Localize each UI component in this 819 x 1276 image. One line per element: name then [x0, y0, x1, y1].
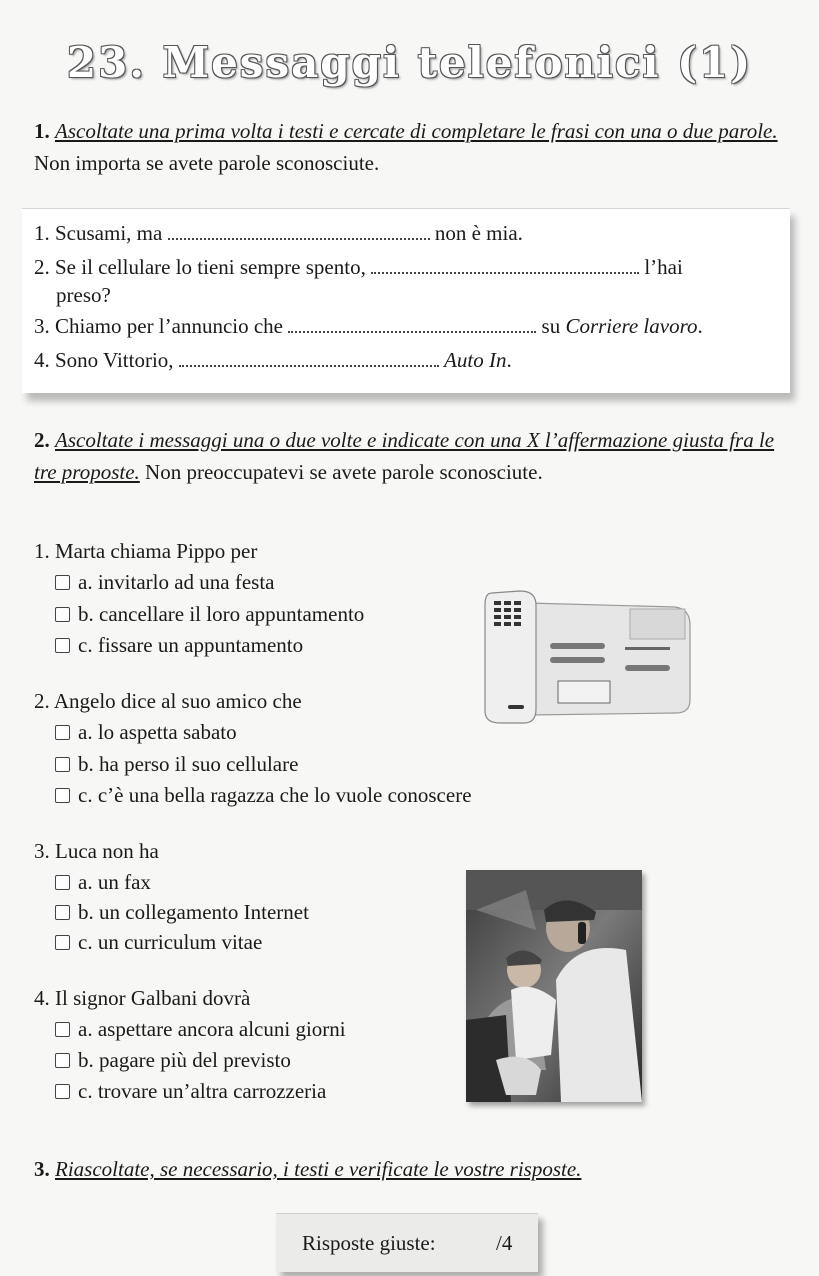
fill-item-4: 4. Sono Vittorio, Auto In. — [34, 348, 512, 372]
section1-instruction-underlined: Ascoltate una prima volta i testi e cercate di completare le frasi con una o due parole. — [55, 119, 778, 143]
question-3-option-a[interactable]: a. un fax — [55, 867, 151, 897]
fill-item-2: 2. Se il cellulare lo tieni sempre spento, l’hai — [34, 255, 683, 279]
question-1-option-a[interactable]: a. invitarlo ad una festa — [55, 567, 275, 597]
score-box — [276, 1213, 538, 1272]
section2-instruction — [34, 424, 794, 488]
question-4-option-a[interactable]: a. aspettare ancora alcuni giorni — [55, 1014, 346, 1044]
section3-instruction — [34, 1153, 794, 1185]
score-label: Risposte giuste: — [302, 1231, 436, 1255]
fill-item-3: 3. Chiamo per l’annuncio che su Corriere lavoro. — [34, 314, 703, 338]
section3-number: 3. — [34, 1157, 50, 1181]
section1-instruction-rest: Non importa se avete parole sconosciute. — [34, 151, 380, 175]
page-title: 23. Messaggi telefonici (1) — [66, 38, 753, 87]
question-2-stem: 2. Angelo dice al suo amico che — [34, 689, 302, 713]
question-2-option-c[interactable]: c. c’è una bella ragazza che lo vuole conoscere — [55, 780, 472, 810]
blank-1[interactable] — [168, 220, 430, 240]
section2-instruction-underlined: Ascoltate i messaggi una o due volte e indicate con una X l’affermazione giusta fra le tre proposte. — [34, 428, 775, 484]
checkbox[interactable] — [55, 1084, 70, 1099]
fill-item-1: 1. Scusami, ma non è mia. — [34, 221, 523, 245]
section1-number: 1. — [34, 119, 50, 143]
checkbox[interactable] — [55, 788, 70, 803]
checkbox[interactable] — [55, 1053, 70, 1068]
checkbox[interactable] — [55, 1022, 70, 1037]
man-on-phone-photo — [466, 870, 642, 1102]
section3-instruction-underlined: Riascoltate, se necessario, i testi e verificate le vostre risposte. — [55, 1157, 582, 1181]
question-1-option-b[interactable]: b. cancellare il loro appuntamento — [55, 599, 364, 629]
question-3-option-b[interactable]: b. un collegamento Internet — [55, 897, 309, 927]
checkbox[interactable] — [55, 725, 70, 740]
question-4-option-c[interactable]: c. trovare un’altra carrozzeria — [55, 1076, 326, 1106]
checkbox[interactable] — [55, 575, 70, 590]
fill-item-2-cont: preso? — [56, 283, 111, 307]
question-1-stem: 1. Marta chiama Pippo per — [34, 539, 258, 563]
checkbox[interactable] — [55, 638, 70, 653]
checkbox[interactable] — [55, 875, 70, 890]
checkbox[interactable] — [55, 935, 70, 950]
checkbox[interactable] — [55, 607, 70, 622]
fax-phone-illustration — [480, 585, 695, 725]
question-2-option-a[interactable]: a. lo aspetta sabato — [55, 717, 237, 747]
blank-4[interactable] — [179, 347, 439, 367]
section1-instruction — [34, 115, 794, 179]
section2-instruction-rest: Non preoccupatevi se avete parole sconosciute. — [139, 460, 543, 484]
blank-3[interactable] — [288, 313, 536, 333]
question-3-stem: 3. Luca non ha — [34, 839, 159, 863]
checkbox[interactable] — [55, 905, 70, 920]
question-4-stem: 4. Il signor Galbani dovrà — [34, 986, 251, 1010]
question-3-option-c[interactable]: c. un curriculum vitae — [55, 927, 262, 957]
score-value: /4 — [496, 1231, 513, 1255]
question-4-option-b[interactable]: b. pagare più del previsto — [55, 1045, 291, 1075]
question-1-option-c[interactable]: c. fissare un appuntamento — [55, 630, 303, 660]
checkbox[interactable] — [55, 757, 70, 772]
question-2-option-b[interactable]: b. ha perso il suo cellulare — [55, 749, 298, 779]
section2-number: 2. — [34, 428, 50, 452]
blank-2[interactable] — [371, 254, 639, 274]
